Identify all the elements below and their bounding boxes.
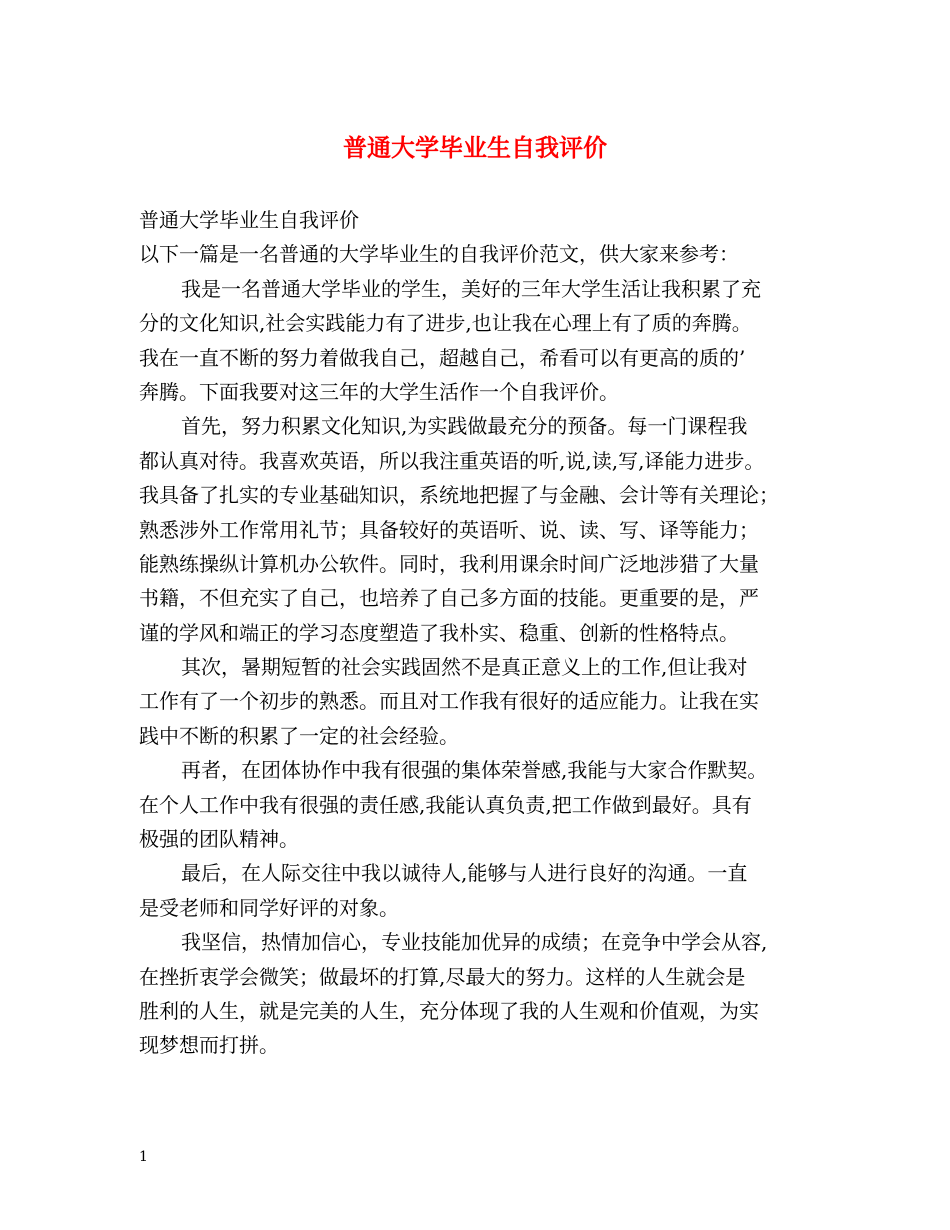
body-line-p3-2: 工作有了一个初步的熟悉。而且对工作我有很好的适应能力。让我在实 [139, 689, 759, 714]
body-line-p3-3: 践中不断的积累了一定的社会经验。 [139, 723, 459, 748]
body-line-intro: 以下一篇是一名普通的大学毕业生的自我评价范文，供大家来参考： [139, 242, 739, 267]
body-line-p5-2: 是受老师和同学好评的对象。 [139, 895, 399, 920]
body-line-p6-4: 现梦想而打拼。 [139, 1033, 279, 1058]
body-line-p2-6: 书籍，不但充实了自己，也培养了自己多方面的技能。更重要的是，严 [139, 586, 759, 611]
body-line-p6-3: 胜利的人生，就是完美的人生，充分体现了我的人生观和价值观，为实 [139, 998, 759, 1023]
body-line-p4-3: 极强的团队精神。 [139, 827, 299, 852]
body-line-p1-4: 奔腾。下面我要对这三年的大学生活作一个自我评价。 [139, 379, 619, 404]
body-line-p1-2: 分的文化知识,社会实践能力有了进步,也让我在心理上有了质的奔腾。 [139, 311, 752, 336]
body-line-subtitle: 普通大学毕业生自我评价 [139, 208, 359, 232]
body-line-p2-4: 熟悉涉外工作常用礼节；具备较好的英语听、说、读、写、译等能力； [139, 517, 759, 542]
document-title: 普通大学毕业生自我评价 [343, 133, 607, 162]
body-line-p2-7: 谨的学风和端正的学习态度塑造了我朴实、稳重、创新的性格特点。 [139, 620, 739, 645]
body-line-p2-3: 我具备了扎实的专业基础知识，系统地把握了与金融、会计等有关理论； [139, 483, 779, 508]
document-body [139, 203, 829, 1063]
body-line-p5-1: 最后，在人际交往中我以诚待人,能够与人进行良好的沟通。一直 [181, 861, 748, 886]
body-line-p2-5: 能熟练操纵计算机办公软件。同时，我利用课余时间广泛地涉猎了大量 [139, 551, 759, 576]
body-line-p1-3: 我在一直不断的努力着做我自己，超越自己，希看可以有更高的质的’ [139, 345, 746, 370]
body-line-p6-2: 在挫折衷学会微笑；做最坏的打算,尽最大的努力。这样的人生就会是 [139, 964, 746, 989]
body-line-p4-1: 再者，在团体协作中我有很强的集体荣誉感,我能与大家合作默契。 [181, 758, 768, 783]
body-line-p6-1: 我坚信，热情加信心，专业技能加优异的成绩；在竞争中学会从容, [181, 930, 768, 955]
body-line-p4-2: 在个人工作中我有很强的责任感,我能认真负责,把工作做到最好。具有 [139, 792, 752, 817]
body-line-p2-1: 首先，努力积累文化知识,为实践做最充分的预备。每一门课程我 [181, 414, 748, 439]
body-line-p2-2: 都认真对待。我喜欢英语，所以我注重英语的听,说,读,写,译能力进步。 [139, 448, 765, 473]
body-line-p3-1: 其次，暑期短暂的社会实践固然不是真正意义上的工作,但让我对 [181, 655, 748, 680]
body-line-p1-1: 我是一名普通大学毕业的学生，美好的三年大学生活让我积累了充 [181, 276, 761, 301]
page-number: 1 [139, 1149, 148, 1165]
